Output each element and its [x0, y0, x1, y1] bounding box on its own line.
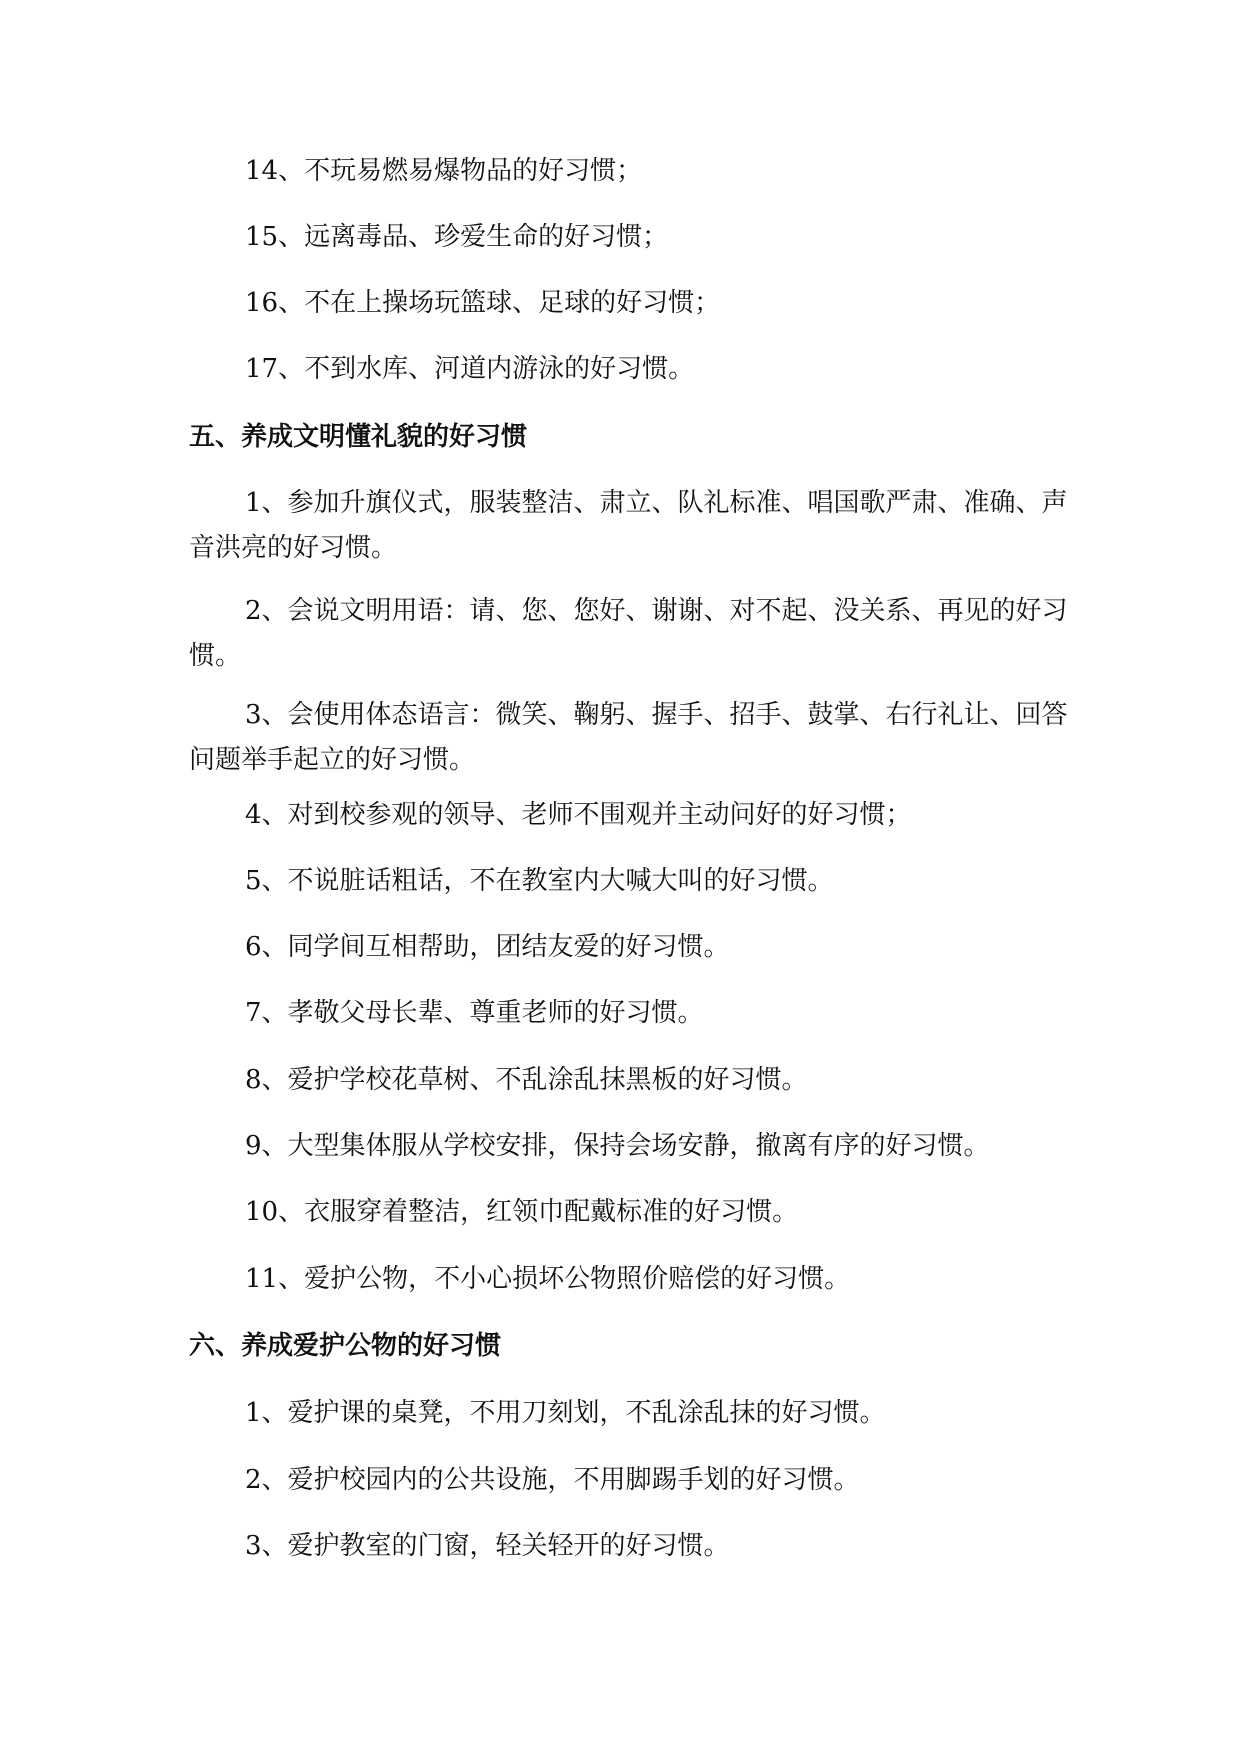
list-item: 2、会说文明用语：请、您、您好、谢谢、对不起、没关系、再见的好习惯。 — [189, 596, 1068, 671]
list-item: 3、爱护教室的门窗，轻关轻开的好习惯。 — [245, 1531, 730, 1561]
list-item: 16、不在上操场玩篮球、足球的好习惯； — [245, 288, 721, 318]
list-item: 17、不到水库、河道内游泳的好习惯。 — [245, 354, 695, 384]
section-heading: 六、养成爱护公物的好习惯 — [189, 1331, 502, 1361]
list-item: 8、爱护学校花草树、不乱涂乱抹黑板的好习惯。 — [245, 1065, 808, 1095]
list-item: 14、不玩易燃易爆物品的好习惯； — [245, 156, 643, 186]
list-item: 15、远离毒品、珍爱生命的好习惯； — [245, 222, 669, 252]
list-item: 6、同学间互相帮助，团结友爱的好习惯。 — [245, 932, 730, 962]
list-item: 3、会使用体态语言：微笑、鞠躬、握手、招手、鼓掌、右行礼让、回答问题举手起立的好习惯。 — [189, 700, 1068, 775]
list-item: 4、对到校参观的领导、老师不围观并主动问好的好习惯； — [245, 800, 912, 830]
section-heading: 五、养成文明懂礼貌的好习惯 — [189, 422, 528, 452]
list-item: 5、不说脏话粗话，不在教室内大喊大叫的好习惯。 — [245, 866, 834, 896]
list-item: 1、参加升旗仪式，服装整洁、肃立、队礼标准、唱国歌严肃、准确、声音洪亮的好习惯。 — [189, 488, 1068, 563]
list-item: 1、爱护课的桌凳，不用刀刻划，不乱涂乱抹的好习惯。 — [245, 1398, 886, 1428]
list-item: 10、衣服穿着整洁，红领巾配戴标准的好习惯。 — [245, 1197, 799, 1227]
list-item: 11、爱护公物，不小心损坏公物照价赔偿的好习惯。 — [245, 1264, 851, 1294]
list-item: 9、大型集体服从学校安排，保持会场安静，撤离有序的好习惯。 — [245, 1131, 990, 1161]
list-item: 7、孝敬父母长辈、尊重老师的好习惯。 — [245, 998, 704, 1028]
list-item: 2、爱护校园内的公共设施，不用脚踢手划的好习惯。 — [245, 1465, 860, 1495]
